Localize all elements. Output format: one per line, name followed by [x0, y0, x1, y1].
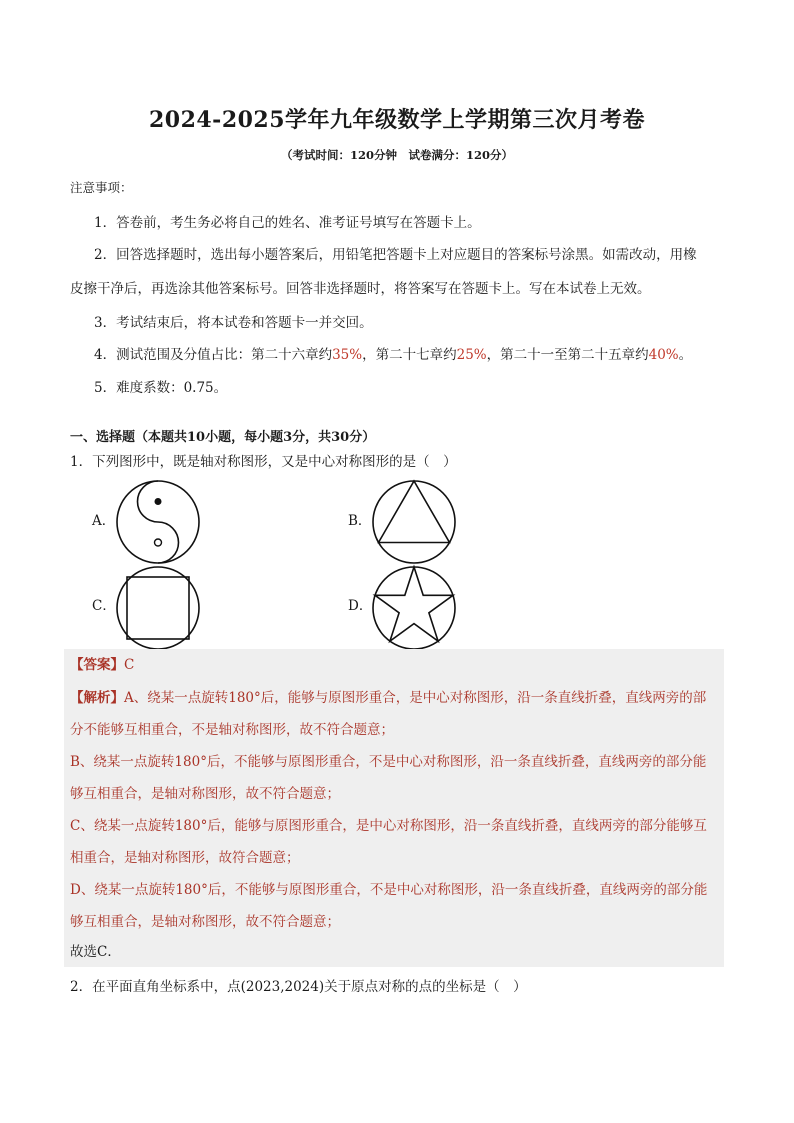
- answer-line: [70, 655, 134, 675]
- pct-chapter-21-25: 40%: [648, 347, 679, 363]
- notice-item-4-mid2: ，第二十一至第二十五章约: [486, 347, 649, 363]
- notice-heading: 注意事项：: [70, 180, 133, 195]
- analysis-text-1: A、绕某一点旋转180°后，能够与原图形重合，是中心对称图形，沿一条直线折叠，直线两旁的部: [124, 690, 707, 706]
- option-c-label: C．: [92, 598, 116, 614]
- analysis-line-8: 够互相重合，是轴对称图形，故不符合题意；: [70, 914, 340, 930]
- notice-item-3: 3．考试结束后，将本试卷和答题卡一并交回。: [94, 315, 373, 331]
- notice-item-2-cont: 皮擦干净后，再选涂其他答案标号。回答非选择题时，将答案写在答题卡上。写在本试卷上无效。: [70, 281, 651, 297]
- notice-item-4-mid1: ，第二十七章约: [362, 347, 457, 363]
- analysis-line-4: 够互相重合，是轴对称图形，故不符合题意；: [70, 786, 340, 802]
- question-2: 2．在平面直角坐标系中，点(2023,2024)关于原点对称的点的坐标是（ ）: [70, 979, 527, 995]
- yin-yang-figure: [116, 480, 200, 564]
- pct-chapter-26: 35%: [332, 347, 363, 363]
- analysis-tag: 【解析】: [70, 690, 124, 706]
- question-1: 1．下列图形中，既是轴对称图形，又是中心对称图形的是（ ）: [70, 454, 457, 470]
- pct-chapter-27: 25%: [456, 347, 487, 363]
- analysis-line-1: [70, 688, 706, 708]
- analysis-line-6: 相重合，是轴对称图形，故符合题意；: [70, 850, 300, 866]
- option-b-label: B．: [348, 513, 372, 529]
- notice-item-4-end: 。: [678, 347, 693, 363]
- section-heading: 一、选择题（本题共10小题，每小题3分，共30分）: [70, 430, 376, 445]
- star-in-circle-figure: [372, 566, 456, 650]
- option-d-label: D．: [348, 598, 373, 614]
- notice-item-2: 2．回答选择题时，选出每小题答案后，用铅笔把答题卡上对应题目的答案标号涂黑。如需改动，用橡: [94, 247, 697, 263]
- answer-value: C: [124, 657, 135, 673]
- square-in-circle-figure: [116, 566, 200, 650]
- notice-item-4: [94, 345, 692, 365]
- analysis-conclusion: 故选C．: [70, 944, 121, 960]
- answer-tag: 【答案】: [70, 657, 124, 673]
- analysis-line-3: B、绕某一点旋转180°后，不能够与原图形重合，不是中心对称图形，沿一条直线折叠，直线两旁的部分能: [70, 754, 707, 770]
- analysis-line-7: D、绕某一点旋转180°后，不能够与原图形重合，不是中心对称图形，沿一条直线折叠，直线两旁的部分能: [70, 882, 708, 898]
- page-title: 2024-2025学年九年级数学上学期第三次月考卷: [148, 107, 646, 133]
- exam-info: （考试时间：120分钟 试卷满分：120分）: [280, 148, 513, 162]
- analysis-line-2: 分不能够互相重合，不是轴对称图形，故不符合题意；: [70, 722, 394, 738]
- notice-item-1: 1．答卷前，考生务必将自己的姓名、准考证号填写在答题卡上。: [94, 215, 481, 231]
- notice-item-5: 5．难度系数：0.75。: [94, 380, 228, 396]
- option-a-label: A．: [92, 513, 116, 529]
- notice-item-4-prefix: 4．测试范围及分值占比：第二十六章约: [94, 347, 333, 363]
- triangle-in-circle-figure: [372, 480, 456, 564]
- analysis-line-5: C、绕某一点旋转180°后，能够与原图形重合，是中心对称图形，沿一条直线折叠，直线两旁的部分能够互: [70, 818, 707, 834]
